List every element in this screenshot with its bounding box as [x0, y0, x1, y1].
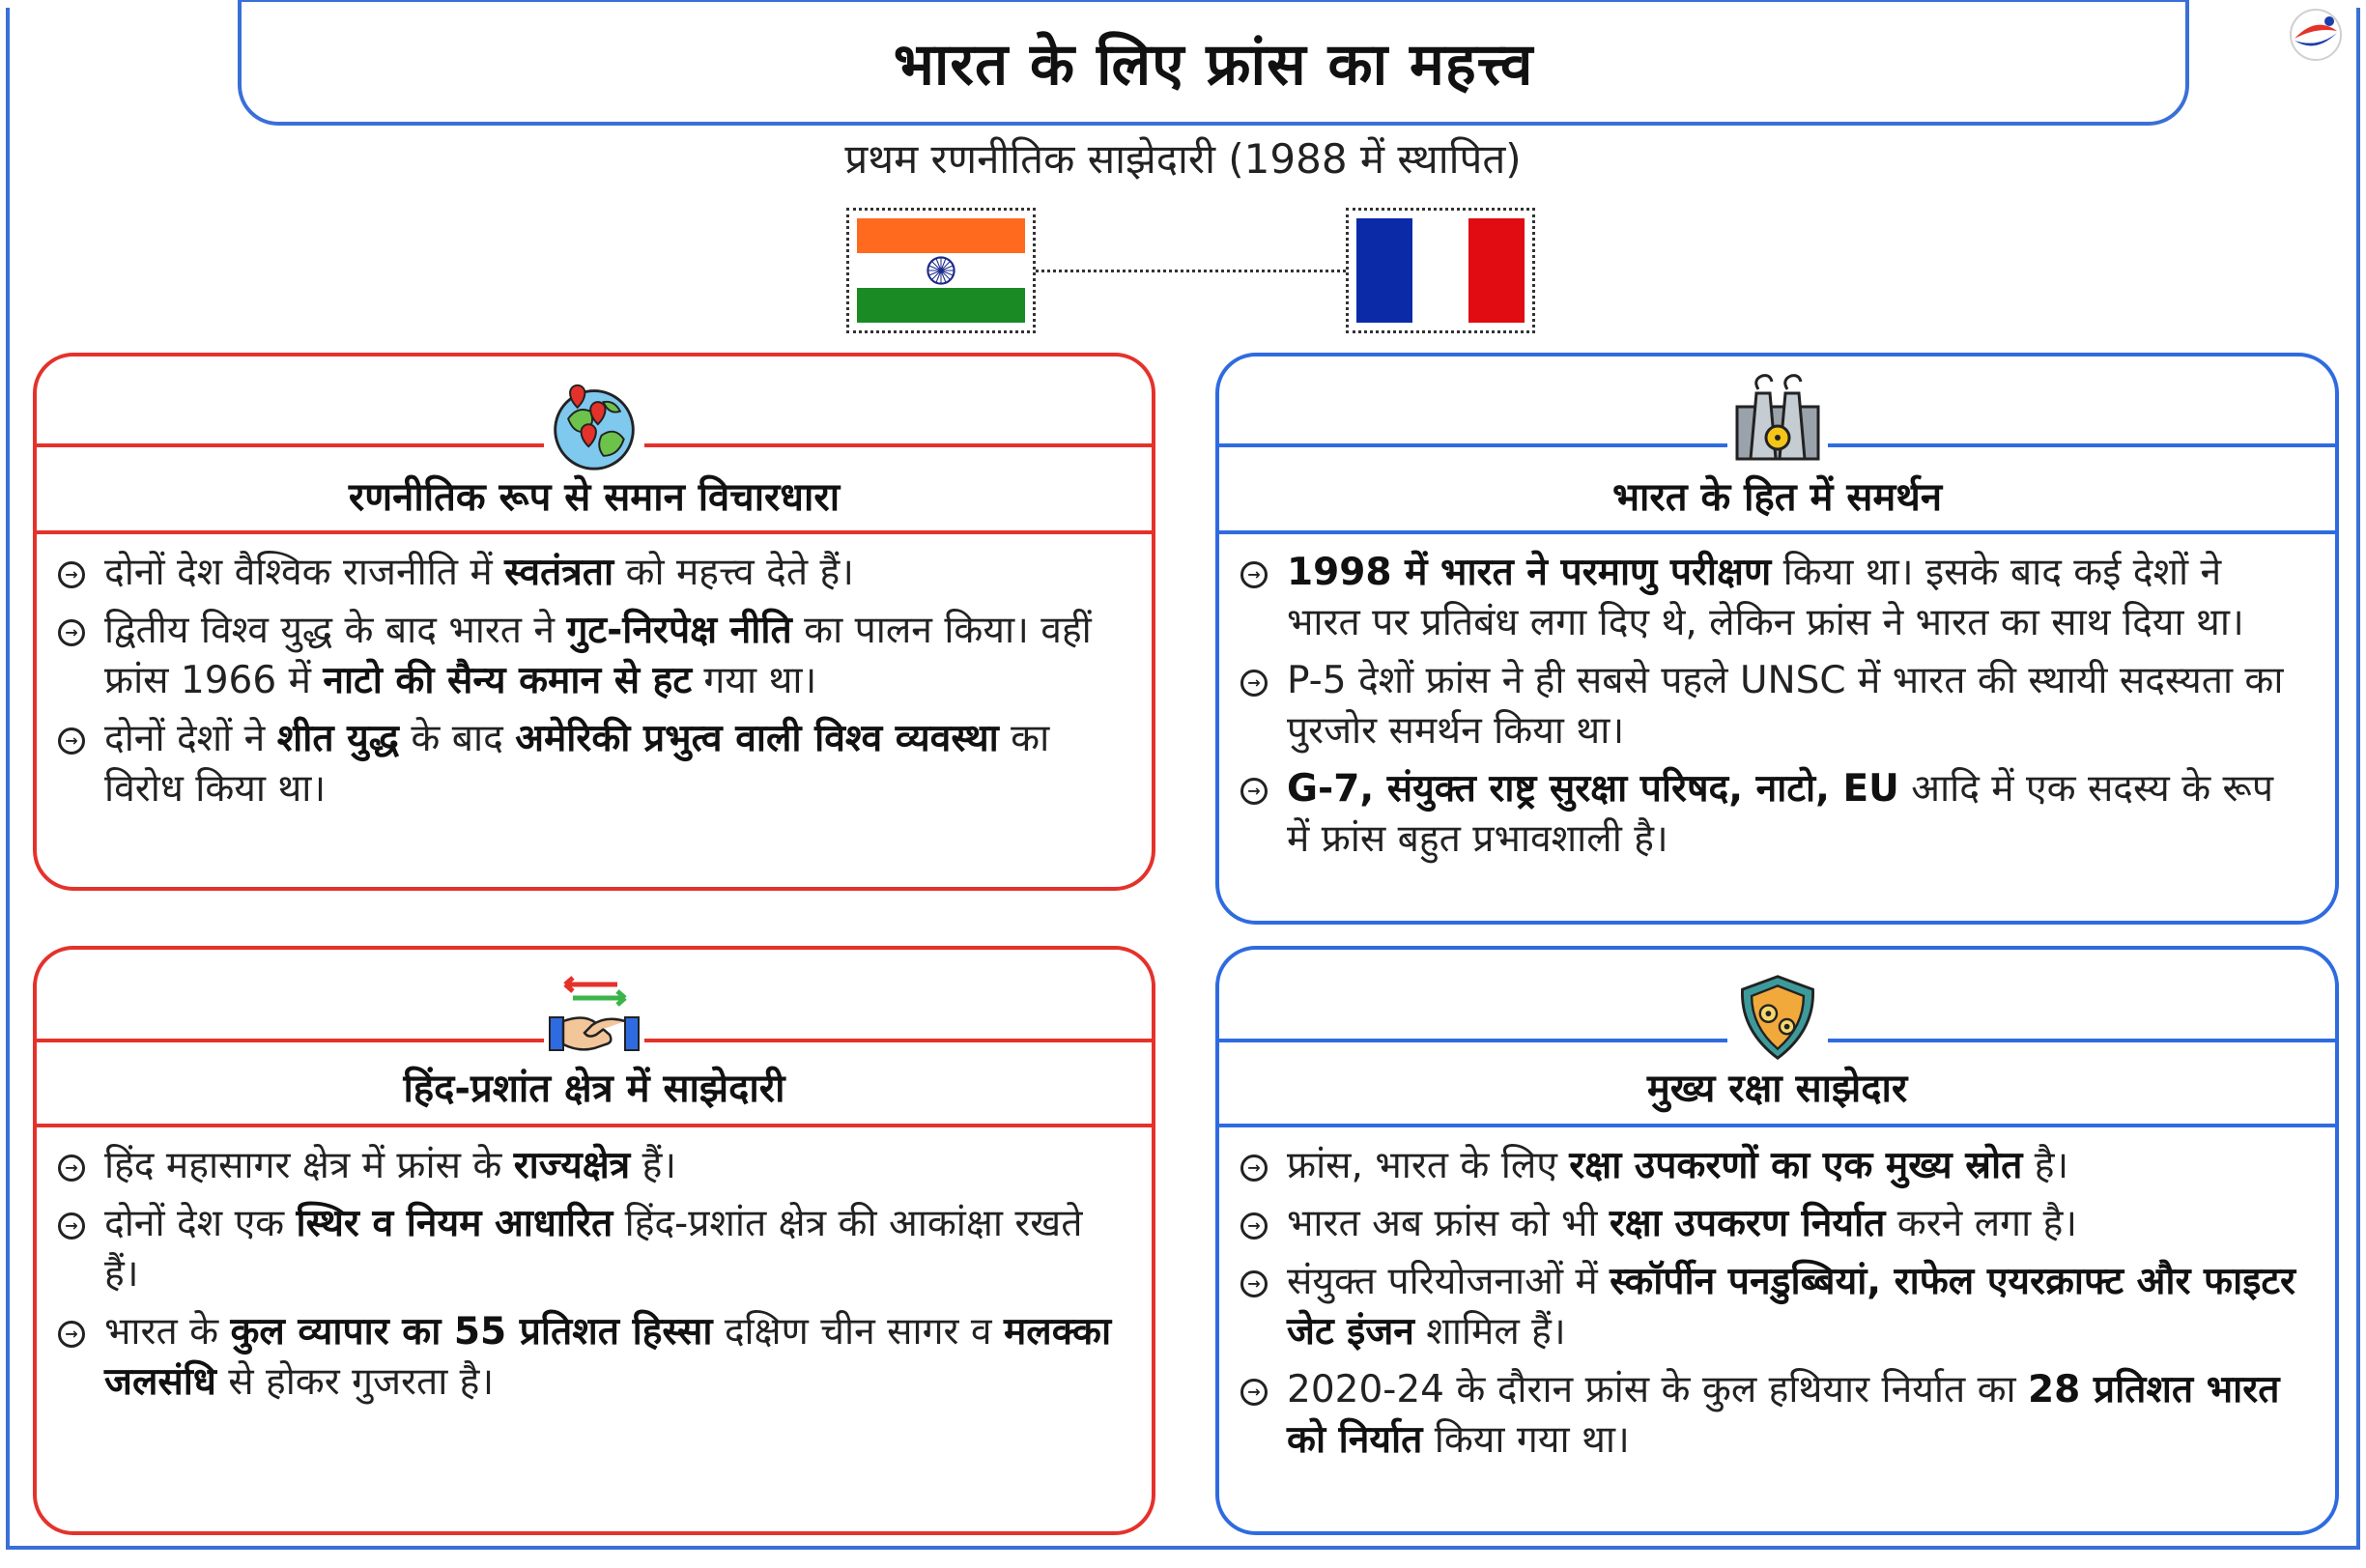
list-item [58, 1307, 1123, 1408]
arrow-bullet-icon: → [1240, 1212, 1268, 1240]
text: को महत्त्व देते हैं। [613, 551, 854, 594]
text: का विरोध किया था। [104, 717, 1050, 811]
text: के बाद [398, 717, 516, 760]
bold-text: स्थिर व नियम आधारित [296, 1202, 613, 1245]
text: भारत अब फ्रांस को भी [1287, 1202, 1610, 1245]
list-item [1240, 1365, 2306, 1466]
text: हिंद महासागर क्षेत्र में फ्रांस के [104, 1144, 514, 1187]
list-item [1240, 1257, 2306, 1357]
list-item [1240, 548, 2306, 648]
text: आदि में एक सदस्य के रूप में फ्रांस बहुत प्रभावशाली है। [1287, 767, 2274, 861]
list-item [58, 606, 1123, 706]
arrow-bullet-icon: → [58, 561, 85, 588]
list-item [1240, 1199, 2306, 1249]
arrow-bullet-icon: → [58, 1321, 85, 1348]
shield-gear-icon [1727, 967, 1828, 1068]
bold-text: रक्षा उपकरण निर्यात [1609, 1202, 1886, 1245]
india-flag [846, 208, 1036, 333]
bold-text: 28 प्रतिशत भारत को निर्यात [1287, 1368, 2280, 1462]
bold-text: 1998 में भारत ने परमाणु परीक्षण [1287, 551, 1772, 594]
arrow-bullet-icon: → [1240, 1155, 1268, 1182]
text: गया था। [692, 659, 817, 702]
bold-text: कुल व्यापार का 55 प्रतिशत हिस्सा [230, 1310, 713, 1354]
text: किया गया था। [1422, 1418, 1630, 1462]
list-item [1240, 656, 2306, 756]
arrow-bullet-icon: → [1240, 670, 1268, 697]
text: करने लगा है। [1885, 1202, 2078, 1245]
list-item [1240, 1141, 2306, 1191]
text: से होकर गुजरता है। [215, 1360, 495, 1404]
text: शामिल हैं। [1413, 1310, 1566, 1354]
bold-text: शीत युद्ध [276, 717, 399, 760]
page-title: भारत के लिए फ्रांस का महत्त्व [893, 31, 1534, 99]
card-list [1240, 1141, 2306, 1473]
arrow-bullet-icon: → [58, 619, 85, 646]
list-item [58, 1141, 1123, 1191]
card-list [1240, 548, 2306, 872]
bold-text: मलक्का जलसंधि [104, 1310, 1112, 1404]
text: फ्रांस, भारत के लिए [1287, 1144, 1570, 1187]
list-item [58, 548, 1123, 598]
nuclear-plant-icon [1727, 366, 1828, 467]
card-heading: मुख्य रक्षा साझेदार [1646, 1067, 1908, 1111]
text: संयुक्त परियोजनाओं में [1287, 1260, 1611, 1303]
globe-map-pin-icon [544, 378, 644, 478]
arrow-bullet-icon: → [58, 1212, 85, 1240]
bold-text: अमेरिकी प्रभुत्व वाली विश्व व्यवस्था [515, 717, 999, 760]
arrow-bullet-icon: → [1240, 1379, 1268, 1406]
arrow-bullet-icon: → [1240, 778, 1268, 805]
arrow-bullet-icon: → [58, 727, 85, 755]
text: है। [2022, 1144, 2069, 1187]
text: भारत के [104, 1310, 231, 1354]
bold-text: G-7, संयुक्त राष्ट्र सुरक्षा परिषद, नाटो, EU [1287, 767, 1899, 811]
arrow-bullet-icon: → [1240, 561, 1268, 588]
bold-text: स्कॉर्पीन पनडुब्बियां, राफेल एयरक्राफ्ट और फाइटर जेट इंजन [1287, 1260, 2295, 1354]
card-support-india [1215, 353, 2339, 925]
brand-logo-icon [2287, 6, 2345, 64]
text: हैं। [630, 1144, 677, 1187]
text: का पालन किया। वहीं फ्रांस 1966 में [104, 609, 1092, 702]
text: हिंद-प्रशांत क्षेत्र की आकांक्षा रखते हैं। [104, 1202, 1083, 1296]
list-item [58, 714, 1123, 814]
card-heading: रणनीतिक रूप से समान विचारधारा [348, 475, 841, 520]
text: द्वितीय विश्व युद्ध के बाद भारत ने [104, 609, 567, 652]
card-heading: हिंद-प्रशांत क्षेत्र में साझेदारी [403, 1067, 785, 1111]
text: P-5 देशों फ्रांस ने ही सबसे पहले UNSC में भारत की स्थायी सदस्यता का पुरजोर समर्थन किया था। [1287, 659, 2284, 753]
text: दोनों देशों ने [104, 717, 277, 760]
arrow-bullet-icon: → [1240, 1270, 1268, 1297]
bold-text: नाटो की सैन्य कमान से हट [323, 659, 692, 702]
bold-text: रक्षा उपकरणों का एक मुख्य स्रोत [1569, 1144, 2023, 1187]
ashoka-chakra-icon [925, 254, 957, 287]
arrow-bullet-icon: → [58, 1155, 85, 1182]
handshake-icon [544, 969, 644, 1069]
card-heading: भारत के हित में समर्थन [1611, 475, 1943, 520]
card-list [58, 548, 1123, 822]
text: किया था। इसके बाद कई देशों ने भारत पर प्रतिबंध लगा दिए थे, लेकिन फ्रांस ने भारत का साथ दिया था। [1287, 551, 2244, 644]
list-item [1240, 764, 2306, 865]
bold-text: गुट-निरपेक्ष नीति [566, 609, 792, 652]
text: दक्षिण चीन सागर व [712, 1310, 1004, 1354]
bold-text: राज्यक्षेत्र [513, 1144, 631, 1187]
list-item [58, 1199, 1123, 1299]
card-strategic-ideology [33, 353, 1155, 891]
france-flag [1346, 208, 1535, 333]
card-defense-partner [1215, 946, 2339, 1535]
flag-connector [1036, 270, 1346, 272]
title-banner [238, 0, 2189, 126]
subtitle: प्रथम रणनीतिक साझेदारी (1988 में स्थापित) [844, 135, 1522, 183]
text: दोनों देश वैश्विक राजनीति में [104, 551, 505, 594]
card-indo-pacific [33, 946, 1155, 1535]
text: 2020-24 के दौरान फ्रांस के कुल हथियार निर्यात का [1287, 1368, 2029, 1411]
card-list [58, 1141, 1123, 1415]
text: दोनों देश एक [104, 1202, 297, 1245]
bold-text: स्वतंत्रता [504, 551, 614, 594]
